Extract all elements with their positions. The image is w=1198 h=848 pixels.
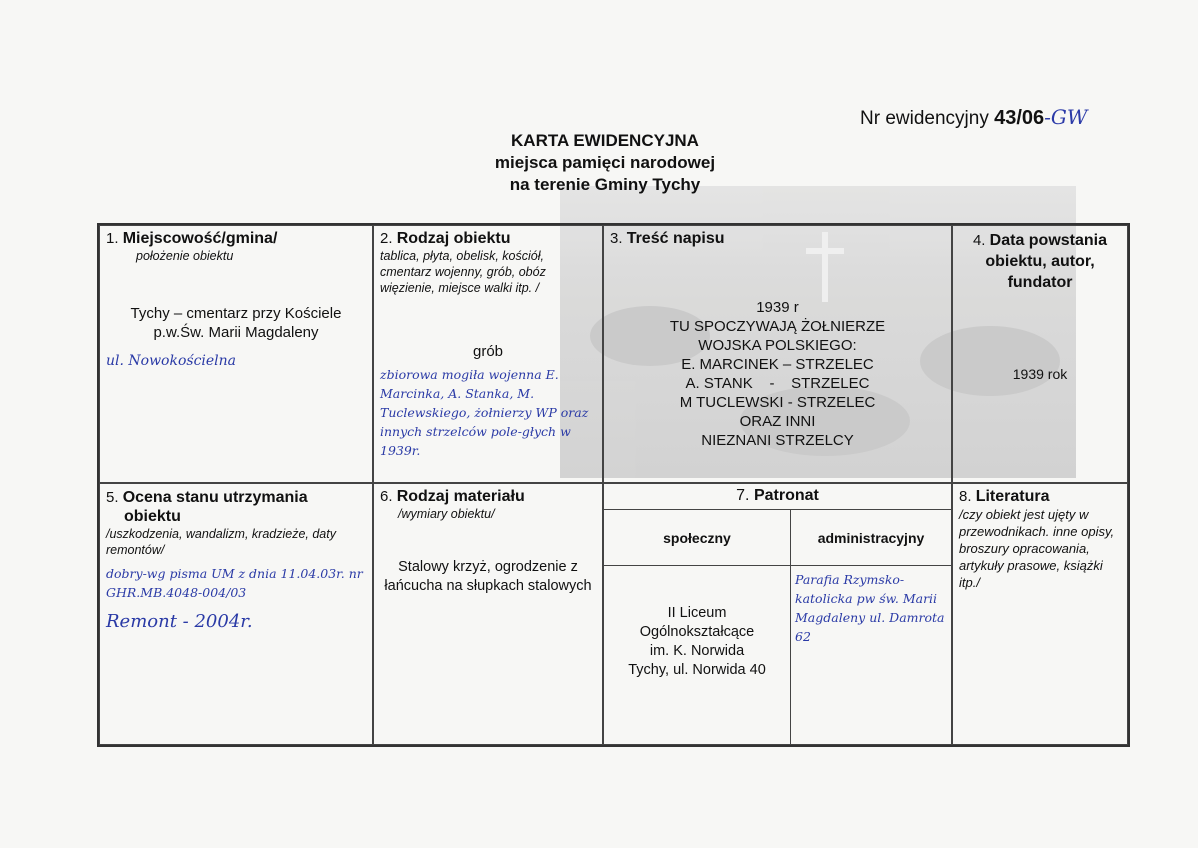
cell-condition xyxy=(99,483,373,745)
cell-number: 5. xyxy=(106,489,119,506)
object-type-value: grób xyxy=(472,343,504,360)
registry-number-label: Nr ewidencyjny xyxy=(860,108,989,129)
cell-location xyxy=(99,225,373,483)
cell-material xyxy=(373,483,603,745)
patronage-admin-label: administracyjny xyxy=(791,510,951,566)
cell-title: Literatura xyxy=(975,488,1050,505)
cell-number: 7. xyxy=(736,487,750,504)
condition-handwritten: dobry-wg pisma UM z dnia 11.04.03r. nr GHR.MB.4048-004/03 xyxy=(106,566,363,600)
material-value: Stalowy krzyż, ogrodzenie z łańcucha na słupkach stalowych xyxy=(384,559,592,594)
patronage-admin-value xyxy=(791,566,951,744)
cell-number: 1. xyxy=(106,230,119,247)
object-type-handwritten: zbiorowa mogiła wojenna E. Marcinka, A. Stanka, M. Tuclewskiego, żołnierzy WP oraz innych strzelców pole-głych w 1939r. xyxy=(380,367,589,458)
inscription-line: E. MARCINEK – STRZELEC xyxy=(681,356,874,373)
cell-object-type xyxy=(373,225,603,483)
patronage-social-value xyxy=(604,566,791,744)
title-line-1: KARTA EWIDENCYJNA xyxy=(511,131,699,150)
cell-number: 8. xyxy=(959,488,972,505)
cell-title: Patronat xyxy=(753,487,819,504)
inscription-line: NIEZNANI STRZELCY xyxy=(701,432,854,449)
inscription-line: 1939 r xyxy=(756,299,799,316)
cell-title-3: fundator xyxy=(1007,274,1073,291)
inscription-line: TU SPOCZYWAJĄ ŻOŁNIERZE xyxy=(669,318,886,335)
cell-title-1: Data powstania xyxy=(989,232,1108,249)
cell-number: 2. xyxy=(380,230,393,247)
title-line-3: na terenie Gminy Tychy xyxy=(509,175,701,194)
location-handwritten: ul. Nowokościelna xyxy=(106,353,237,369)
title-line-2: miejsca pamięci narodowej xyxy=(494,153,716,172)
record-table xyxy=(97,223,1130,747)
cell-title: Treść napisu xyxy=(626,230,725,247)
patronage-social-label: społeczny xyxy=(604,510,791,566)
inscription-line: M TUCLEWSKI - STRZELEC xyxy=(679,394,876,411)
cell-subtitle: /czy obiekt jest ujęty w przewodnikach. inne opisy, broszury opracowania, artykuły prasowe, książki itp./ xyxy=(959,507,1115,590)
admin-handwritten: Parafia Rzymsko-katolicka pw św. Marii Magdaleny ul. Damrota 62 xyxy=(795,572,945,644)
social-line: Ogólnokształcące xyxy=(639,624,755,640)
cell-title: Miejscowość/gmina/ xyxy=(122,230,278,247)
renovation-handwritten: Remont - 2004r. xyxy=(106,611,253,632)
cell-title: Rodzaj obiektu xyxy=(396,230,511,247)
cell-creation-date xyxy=(952,225,1128,483)
cell-title: Rodzaj materiału xyxy=(396,488,525,505)
inscription-line: WOJSKA POLSKIEGO: xyxy=(698,337,857,354)
social-line: II Liceum xyxy=(667,605,727,621)
registry-number-value: 43/06 xyxy=(994,107,1045,129)
location-line-2: p.w.Św. Marii Magdaleny xyxy=(153,324,319,341)
inscription-line: A. STANK - STRZELEC xyxy=(685,375,870,392)
document-title xyxy=(440,130,770,196)
location-line-1: Tychy – cmentarz przy Kościele xyxy=(130,305,342,322)
cell-literature xyxy=(952,483,1128,745)
cell-subtitle: /uszkodzenia, wandalizm, kradzieże, daty remontów/ xyxy=(106,527,336,557)
cell-number: 6. xyxy=(380,488,393,505)
cell-subtitle: położenie obiektu xyxy=(136,249,234,263)
cell-number: 4. xyxy=(972,232,986,249)
cell-title-2: obiektu, autor, xyxy=(985,253,1095,270)
cell-number: 3. xyxy=(610,230,623,247)
registry-number xyxy=(860,105,1087,130)
registry-number-suffix: -GW xyxy=(1044,105,1088,129)
social-line: im. K. Norwida xyxy=(649,643,745,659)
cell-inscription xyxy=(603,225,952,483)
cell-subtitle: /wymiary obiektu/ xyxy=(398,507,495,521)
cell-patronage xyxy=(603,483,952,745)
inscription-text xyxy=(610,298,945,450)
cell-title-1: Ocena stanu utrzymania xyxy=(122,489,308,506)
social-line: Tychy, ul. Norwida 40 xyxy=(628,662,766,678)
creation-date-value: 1939 rok xyxy=(1012,366,1068,382)
cell-title-2: obiektu xyxy=(124,508,181,525)
inscription-line: ORAZ INNI xyxy=(739,413,816,430)
cell-subtitle: tablica, płyta, obelisk, kościół, cmentarz wojenny, grób, obóz więzienie, miejsce walki itp. / xyxy=(380,249,546,295)
